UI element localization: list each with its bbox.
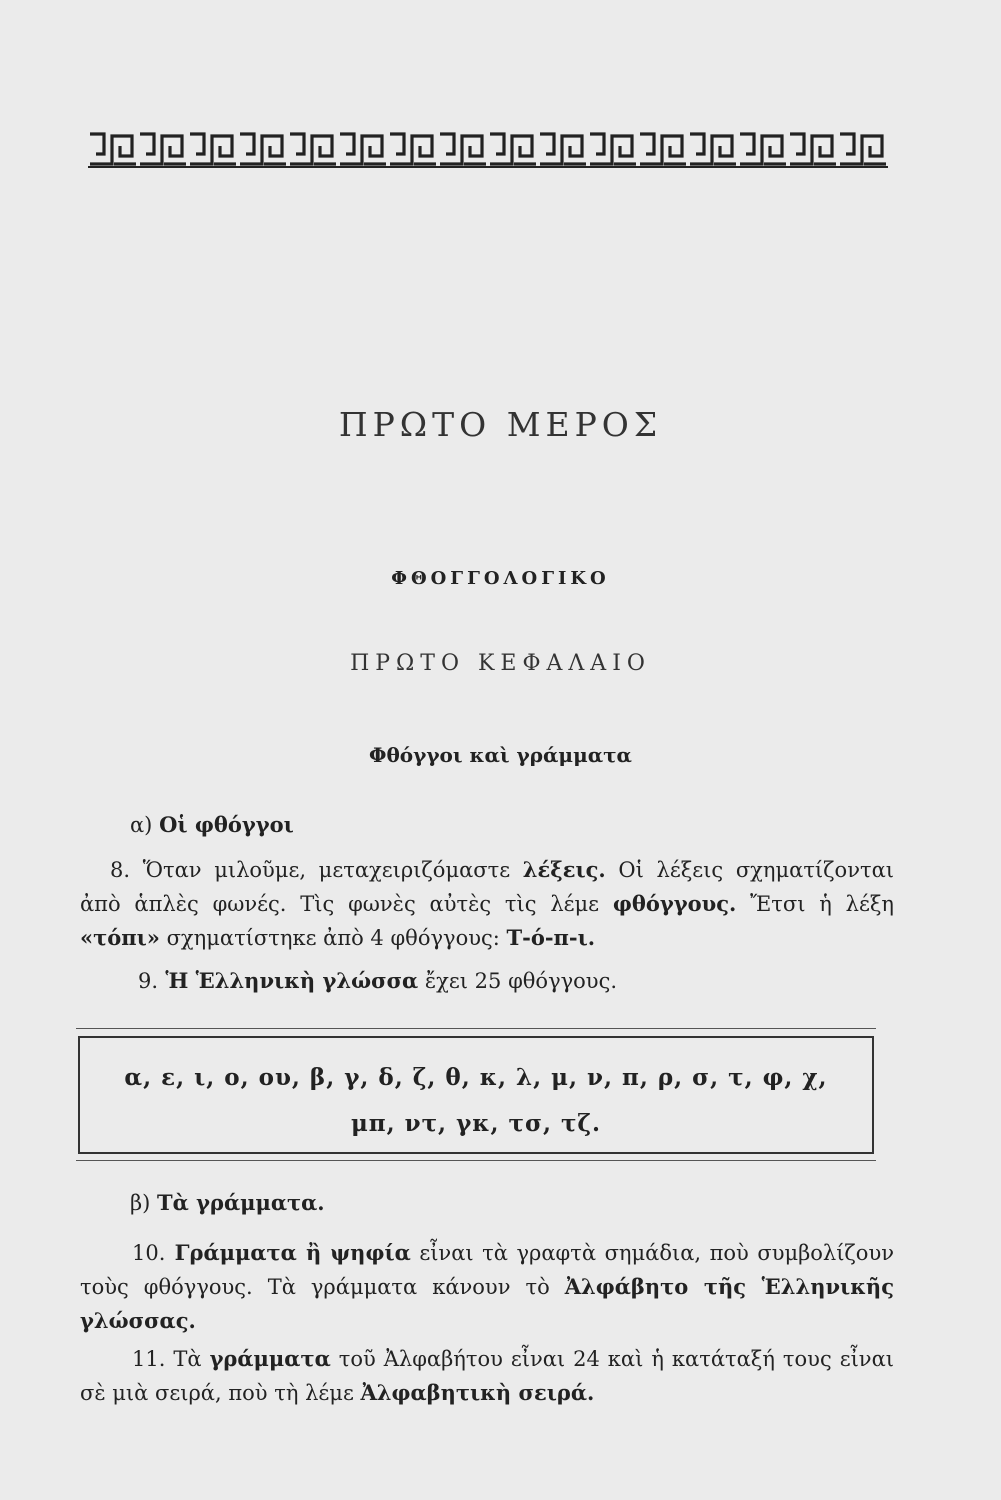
paragraph-9 [138, 964, 898, 998]
bottom-rule [76, 1160, 876, 1161]
subsection-b-marker: β) [130, 1191, 151, 1215]
greek-key-border-ornament [88, 130, 888, 168]
para10-number: 10. [132, 1241, 166, 1265]
para9-bold-1: Ἡ Ἑλληνικὴ γλώσσα [158, 968, 419, 993]
para8-bold-2: φθόγγους. [612, 891, 737, 916]
para9-text-1: ἔχει 25 φθόγγους. [418, 969, 618, 993]
phonemes-line-2: μπ, ντ, γκ, τσ, τζ. [350, 1110, 602, 1137]
para11-text-1: Τὰ [165, 1347, 210, 1371]
subsection-b-title: Τὰ γράμματα. [157, 1190, 325, 1215]
topic-title: Φθόγγοι καὶ γράμματα [369, 743, 632, 767]
top-rule [76, 1028, 876, 1029]
para11-number: 11. [132, 1347, 166, 1371]
para8-text-1: Ὅταν μιλοῦμε, μεταχειριζόμαστε [130, 858, 523, 882]
para11-bold-2: Ἀλφαβητικὴ σειρά. [360, 1380, 595, 1405]
para8-text-3: Ἔτσι ἡ λέξη [736, 892, 894, 916]
paragraph-8 [80, 853, 894, 955]
subsection-a-title: Οἱ φθόγγοι [159, 812, 294, 837]
para11-bold-1: γράμματα [209, 1346, 331, 1371]
section-title: ΦΘΟΓΓΟΛΟΓΙΚΟ [391, 568, 610, 589]
chapter-title: ΠΡΩΤΟ ΚΕΦΑΛΑΙΟ [350, 651, 651, 676]
para8-text-4: σχηματίστηκε ἀπὸ 4 φθόγγους: [159, 926, 507, 950]
para10-bold-2: Ἀλφάβητο τῆς Ἑλληνικῆς γλώσσας. [80, 1274, 894, 1333]
part-title: ΠΡΩΤΟ ΜΕΡΟΣ [338, 405, 663, 444]
para9-number: 9. [138, 969, 159, 993]
para11-text-2: τοῦ Ἀλφαβήτου εἶναι 24 καὶ ἡ κατάταξή τους εἶναι σὲ μιὰ σειρά, ποὺ τὴ λέμε [80, 1347, 894, 1405]
para8-text-2: Οἱ λέξεις σχηματίζονται ἀπὸ ἁπλὲς φωνές. Τὶς φωνὲς αὐτὲς τὶς λέμε [80, 858, 894, 916]
phonemes-box [78, 1036, 874, 1154]
paragraph-10 [80, 1236, 894, 1338]
subsection-a-marker: α) [130, 813, 153, 837]
paragraph-11 [80, 1342, 894, 1410]
para10-bold-1: Γράμματα ἢ ψηφία [165, 1240, 411, 1265]
para8-bold-3: «τόπι» [80, 925, 160, 950]
para8-number: 8. [110, 858, 131, 882]
phonemes-line-1: α, ε, ι, ο, ου, β, γ, δ, ζ, θ, κ, λ, μ, ν, π, ρ, σ, τ, φ, χ, [124, 1064, 828, 1091]
para8-bold-4: Τ-ό-π-ι. [506, 925, 596, 950]
subsection-a-heading [130, 812, 294, 837]
para8-bold-1: λέξεις. [522, 857, 606, 882]
subsection-b-heading [130, 1190, 325, 1215]
para10-text-1: εἶναι τὰ γραφτὰ σημάδια, ποὺ συμβολίζουν τοὺς φθόγγους. Τὰ γράμματα κάνουν τὸ [80, 1241, 894, 1299]
